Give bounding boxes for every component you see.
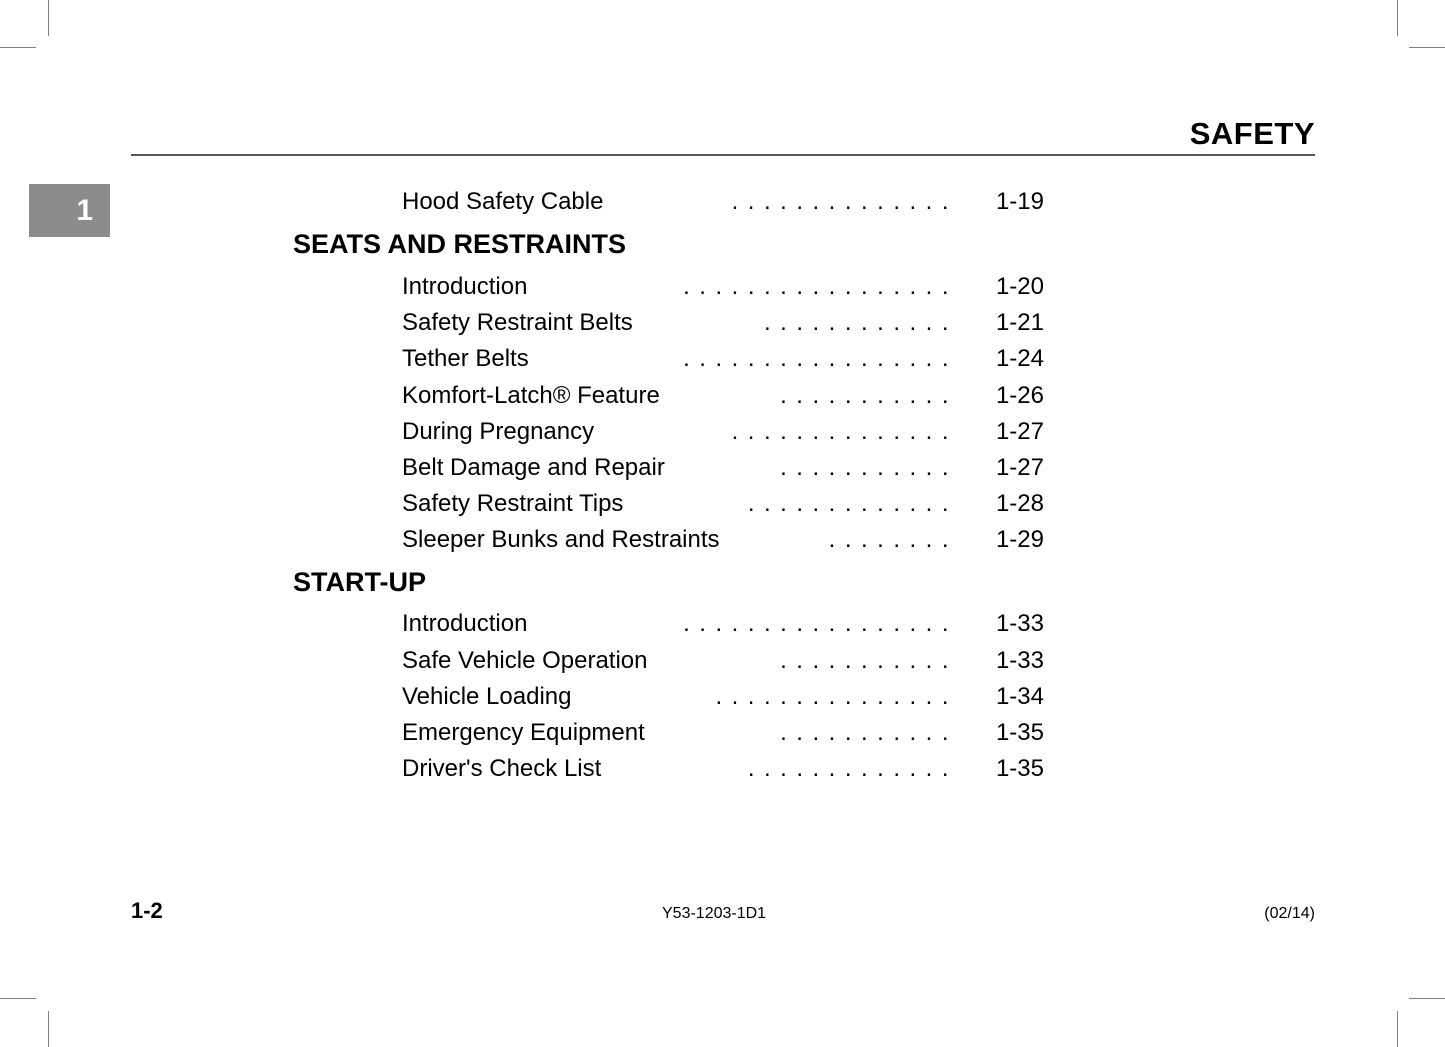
footer-date: (02/14) [1264,905,1315,922]
chapter-tab-number: 1 [76,193,93,227]
toc-item[interactable] [402,489,1044,519]
toc-item-label: Vehicle Loading [402,683,572,710]
toc-item-page: 1-27 [995,454,1044,481]
footer-document-code: Y53-1203-1D1 [662,905,767,922]
dot-leader: ............. [747,490,958,517]
toc-section-heading: START-UP [293,567,426,597]
crop-mark [48,0,49,36]
footer-page-number: 1-2 [131,898,163,923]
toc-item-label: Hood Safety Cable [402,188,604,215]
dot-leader: ................. [683,345,958,372]
toc-item-page: 1-21 [995,309,1044,336]
toc-item[interactable] [402,718,1044,748]
toc-item[interactable] [402,381,1044,411]
crop-mark [1397,1011,1398,1047]
dot-leader: ............ [763,309,958,336]
toc-item-page: 1-33 [995,647,1044,674]
toc-item-page: 1-33 [995,610,1044,637]
toc-item-page: 1-35 [995,719,1044,746]
toc-item-label: Komfort-Latch® Feature [402,382,660,409]
dot-leader: ................. [683,273,958,300]
dot-leader: .............. [731,188,958,215]
toc-item[interactable] [402,646,1044,676]
toc-item-page: 1-29 [995,526,1044,553]
dot-leader: ........... [780,454,958,481]
toc-item-label: Emergency Equipment [402,719,645,746]
toc-item-label: Tether Belts [402,345,529,372]
section-title: SAFETY [1189,116,1315,151]
toc-item-page: 1-27 [995,418,1044,445]
toc-item[interactable] [402,308,1044,338]
toc-item[interactable] [402,609,1044,639]
toc-item-page: 1-19 [995,188,1044,215]
dot-leader: ........ [828,526,958,553]
crop-mark [1409,47,1445,48]
dot-leader: ............. [747,755,958,782]
crop-mark [0,998,36,999]
toc-item-page: 1-26 [995,382,1044,409]
toc-item-label: Sleeper Bunks and Restraints [402,526,720,553]
toc-item-label: Driver's Check List [402,755,602,782]
toc-item-page: 1-34 [995,683,1044,710]
toc-section-heading: SEATS AND RESTRAINTS [293,229,627,259]
toc-item[interactable] [402,453,1044,483]
toc-item[interactable] [402,344,1044,374]
toc-item[interactable] [402,417,1044,447]
toc-item-page: 1-28 [995,490,1044,517]
toc-item-label: Safety Restraint Belts [402,309,633,336]
toc-item-label: Introduction [402,273,528,300]
crop-mark [1409,998,1445,999]
toc-item-label: Introduction [402,610,528,637]
header-rule [131,154,1315,156]
toc-item[interactable] [402,272,1044,302]
toc-item-page: 1-20 [995,273,1044,300]
toc-item-label: Safe Vehicle Operation [402,647,648,674]
dot-leader: ............... [715,683,958,710]
crop-mark [48,1011,49,1047]
dot-leader: ........... [780,382,958,409]
toc-item[interactable] [402,187,1044,217]
crop-mark [1397,0,1398,36]
crop-mark [0,47,36,48]
toc-item-page: 1-35 [995,755,1044,782]
toc-item[interactable] [402,525,1044,555]
toc-item-label: During Pregnancy [402,418,595,445]
toc-item[interactable] [402,754,1044,784]
dot-leader: ................. [683,610,958,637]
toc-item-page: 1-24 [995,345,1044,372]
dot-leader: .............. [731,418,958,445]
toc-item-label: Safety Restraint Tips [402,490,624,517]
chapter-tab [29,184,110,237]
dot-leader: ........... [780,719,958,746]
dot-leader: ........... [780,647,958,674]
toc-item-label: Belt Damage and Repair [402,454,665,481]
toc-item[interactable] [402,682,1044,712]
